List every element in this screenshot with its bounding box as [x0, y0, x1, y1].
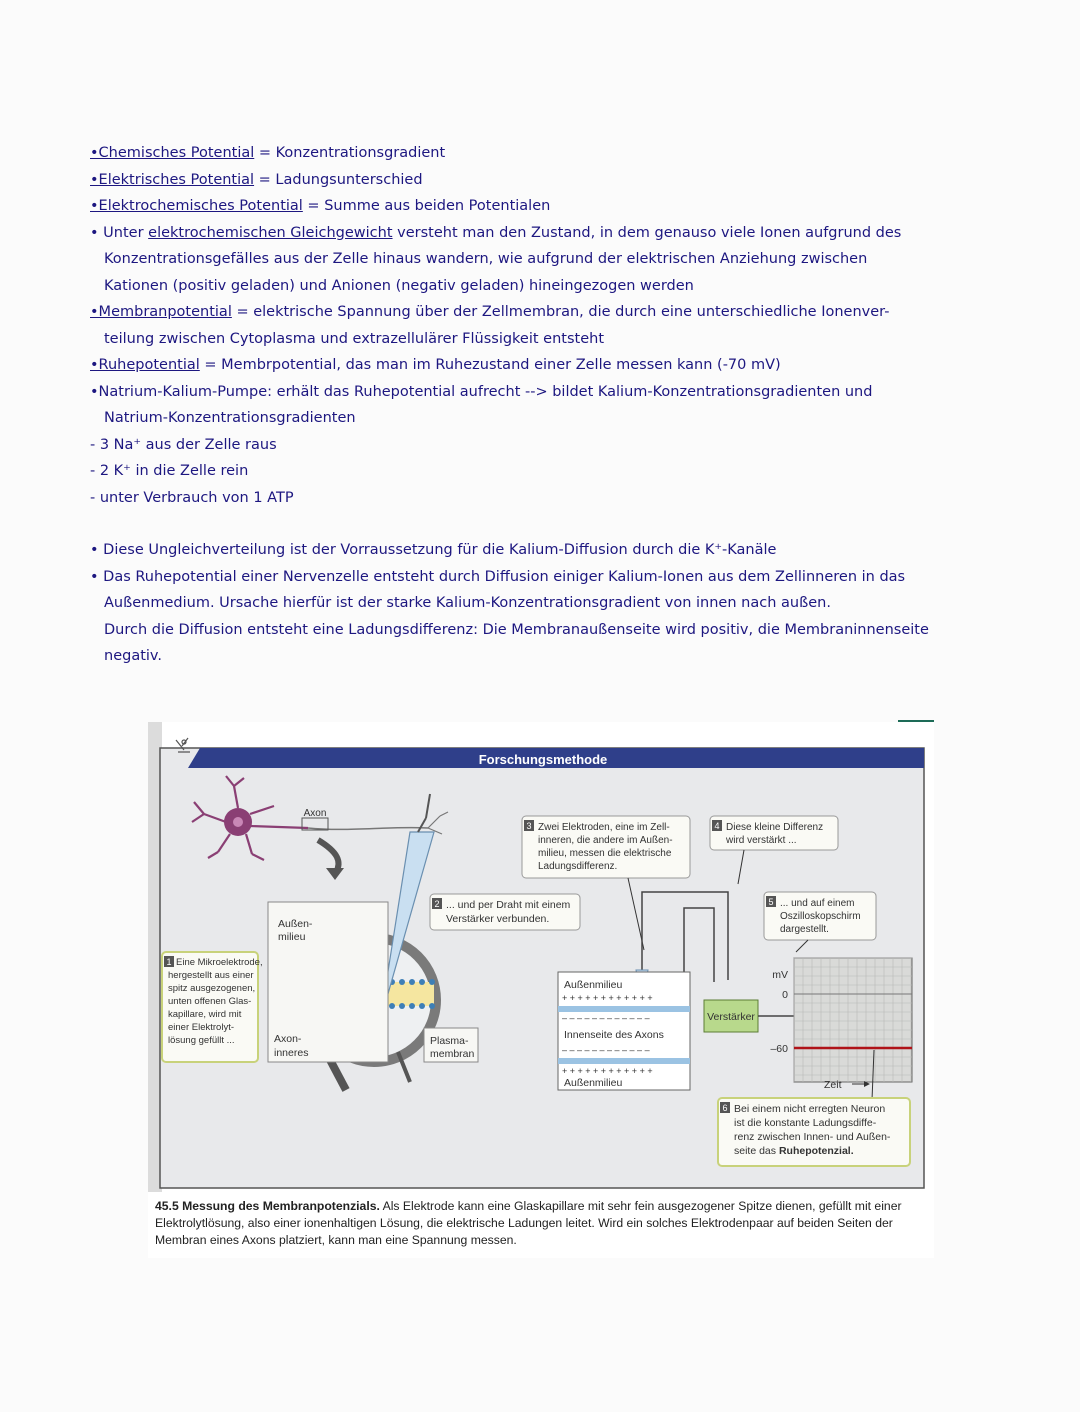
note-line: • Das Ruhepotential einer Nervenzelle entsteht durch Diffusion einiger Kalium-Ionen aus dem Zellinneren in das	[90, 568, 906, 585]
callout-text	[734, 1145, 854, 1157]
charge-row-minus: – – – – – – – – – – – –	[562, 1013, 650, 1023]
callout-text: wird verstärkt ...	[726, 835, 797, 846]
note-line: Außenmedium. Ursache hierfür ist der starke Kalium-Konzentrationsgradient von innen nach außen.	[104, 595, 831, 611]
callout-text: ... und per Draht mit einem	[446, 899, 571, 911]
membrane-layer	[558, 1006, 690, 1012]
callout-text: renz zwischen Innen- und Außen-	[734, 1131, 891, 1143]
step-number: 5	[768, 897, 774, 907]
amplifier-label: Verstärker	[707, 1011, 755, 1023]
note-line: • Diese Ungleichverteilung ist der Vorraussetzung für die Kalium-Diffusion durch die K⁺-Kanäle	[90, 542, 777, 558]
note-line	[90, 140, 990, 167]
note-text: = Ladungsunterschied	[254, 171, 423, 188]
note-text: = Konzentrationsgradient	[254, 145, 446, 161]
step-number: 2	[434, 899, 440, 909]
textbook-figure	[148, 722, 934, 1258]
axis-tick-zero: 0	[782, 989, 788, 1001]
term-resting-potential: •Ruhepotential	[90, 357, 200, 373]
callout-text: Diese kleine Differenz	[726, 822, 824, 833]
membrane-layer	[558, 1058, 690, 1064]
note-line: - 3 Na⁺ aus der Zelle raus	[90, 436, 277, 453]
callout-text: Ladungsdifferenz.	[538, 861, 618, 872]
note-line: •Natrium-Kalium-Pumpe: erhält das Ruhepotential aufrecht --> bildet Kalium-Konzentrationsgradienten und	[90, 383, 873, 400]
term-chemical-potential: •Chemisches Potential	[90, 145, 255, 161]
note-line: Durch die Diffusion entsteht eine Ladungsdifferenz: Die Membranaußenseite wird positiv, die Membraninnenseite	[104, 621, 929, 638]
figure-caption	[155, 1198, 925, 1249]
label-innenseite: Innenseite des Axons	[564, 1029, 664, 1041]
term-membrane-potential: •Membranpotential	[90, 304, 232, 320]
note-text: = Summe aus beiden Potentialen	[302, 198, 551, 214]
step-number: 3	[526, 821, 532, 831]
label-aussen-milieu: Außen-	[278, 918, 313, 930]
callout-text: ... und auf einem	[780, 898, 855, 909]
charge-row-minus: – – – – – – – – – – – –	[562, 1045, 650, 1055]
note-line: - unter Verbrauch von 1 ATP	[90, 489, 294, 506]
callout-text-bold: Ruhepotenzial.	[778, 1145, 854, 1157]
step-number: 1	[166, 957, 172, 967]
note-line: Kationen (positiv geladen) und Anionen (negativ geladen) hineingezogen werden	[104, 277, 694, 294]
axon-label: Axon	[303, 808, 327, 819]
note-line: - 2 K⁺ in die Zelle rein	[90, 463, 249, 479]
term-electrochemical-potential: •Elektrochemisches Potential	[90, 198, 303, 214]
note-line	[90, 220, 990, 247]
note-line	[90, 352, 990, 379]
note-line: negativ.	[104, 648, 162, 664]
callout-text: lösung gefüllt ...	[168, 1035, 235, 1046]
handwritten-notes	[90, 140, 990, 670]
label-aussen-milieu: milieu	[278, 931, 306, 943]
label-aussen-milieu-top: Außenmilieu	[564, 979, 623, 991]
callout-text: inneren, die andere im Außen-	[538, 835, 673, 846]
note-line: Konzentrationsgefälles aus der Zelle hinaus wandern, wie aufgrund der elektrischen Anziehung zwischen	[104, 251, 868, 267]
callout-text: Oszilloskopschirm	[780, 911, 861, 922]
term-electric-potential: •Elektrisches Potential	[90, 171, 255, 188]
note-text: = Membrpotential, das man im Ruhezustand einer Zelle messen kann (-70 mV)	[199, 357, 781, 373]
note-text: versteht man den Zustand, in dem genauso viele Ionen aufgrund des	[392, 224, 902, 241]
label-plasma-membran: membran	[430, 1048, 475, 1060]
callout-text: Verstärker verbunden.	[446, 913, 550, 925]
charge-row-plus: + + + + + + + + + + + +	[562, 993, 653, 1003]
callout-text: kapillare, wird mit	[168, 1009, 242, 1020]
axis-label-mv: mV	[772, 969, 788, 981]
note-line: Natrium-Konzentrationsgradienten	[104, 410, 356, 426]
banner-title: Forschungsmethode	[478, 752, 608, 767]
axis-tick-minus60: –60	[770, 1043, 788, 1055]
callout-text: dargestellt.	[780, 924, 829, 935]
label-axon-inneres: Axon-	[274, 1033, 302, 1045]
callout-text: milieu, messen die elektrische	[538, 848, 672, 859]
axis-label-zeit: Zeit	[824, 1079, 842, 1091]
note-line: teilung zwischen Cytoplasma und extrazellulärer Flüssigkeit entsteht	[104, 330, 605, 347]
callout-text: Zwei Elektroden, eine im Zell-	[538, 822, 670, 833]
note-line	[90, 167, 990, 194]
callout-text: Eine Mikroelektrode,	[176, 957, 263, 968]
caption-number: 45.5	[155, 1199, 179, 1213]
callout-text: spitz ausgezogenen,	[168, 983, 256, 994]
callout-text: Bei einem nicht erregten Neuron	[734, 1103, 886, 1115]
label-axon-inneres: inneres	[274, 1047, 309, 1059]
note-text: = elektrische Spannung über der Zellmembran, die durch eine unterschiedliche Ionenver-	[231, 304, 890, 320]
step-number: 4	[714, 821, 720, 831]
term-equilibrium: elektrochemischen Gleichgewicht	[148, 224, 393, 241]
charge-row-plus: + + + + + + + + + + + +	[562, 1066, 653, 1076]
caption-title: Messung des Membranpotenzials.	[182, 1199, 380, 1213]
step-number: 6	[722, 1103, 728, 1113]
callout-text: unten offenen Glas-	[168, 996, 252, 1007]
callout-text: seite das	[734, 1145, 779, 1157]
label-aussen-milieu-bottom: Außenmilieu	[564, 1077, 623, 1089]
label-plasma-membran: Plasma-	[430, 1035, 469, 1047]
callout-text: einer Elektrolyt-	[168, 1022, 234, 1033]
note-line	[90, 193, 990, 220]
callout-text: hergestellt aus einer	[168, 970, 254, 981]
callout-text: ist die konstante Ladungsdiffe-	[734, 1117, 877, 1129]
membrane-potential-diagram	[148, 722, 934, 1258]
caption-text: Als Elektrode kann eine Glaskapillare mit sehr fein ausgezogener Spitze dienen, gefüllt mit einer Elektrolytlösung, also einer ionenhaltigen Lösung, die elektrische Ladungen leitet. Wird ein solches Elektrodenpaar auf beiden Seiten der Membran eines Axons platziert, kann man eine Spannung messen.	[155, 1199, 902, 1247]
note-line	[90, 299, 990, 326]
note-text: • Unter	[90, 224, 149, 241]
